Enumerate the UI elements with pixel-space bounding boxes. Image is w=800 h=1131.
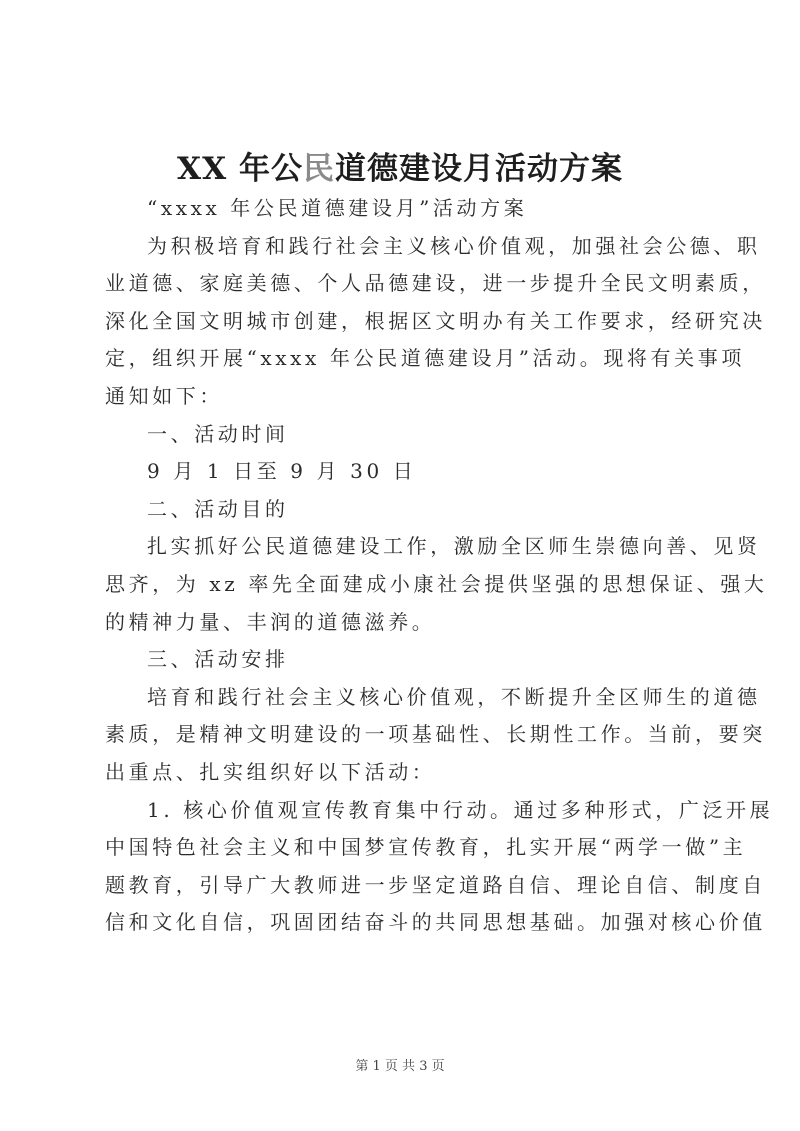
text-line: 题教育，引导广大教师进一步坚定道路自信、理论自信、制度自 [105,872,766,897]
text-line: 培育和践行社会主义核心价值观，不断提升全区师生的道德 [147,684,761,709]
text-line: 9 月 1 日至 9 月 30 日 [147,459,417,484]
page-footer: 第 1 页 共 3 页 [355,1059,445,1074]
document-title [0,143,800,188]
text-line: 思齐，为 xz 率先全面建成小康社会提供坚强的思想保证、强大 [105,571,768,596]
text-line: 扎实抓好公民道德建设工作，激励全区师生崇德向善、见贤 [147,534,761,559]
text-line: 为积极培育和践行社会主义核心价值观，加强社会公德、职 [147,233,761,258]
text-line: 的精神力量、丰润的道德滋养。 [105,609,436,634]
text-line: 三、活动安排 [147,647,289,672]
document-body [105,190,774,942]
text-line: 通知如下： [105,383,223,408]
text-line: 业道德、家庭美德、个人品德建设，进一步提升全民文明素质， [105,271,766,296]
text-line: “xxxx 年公民道德建设月”活动方案 [147,196,528,220]
title-part: 道德建设月活动方案 [334,151,623,187]
text-line: 深化全国文明城市创建，根据区文明办有关工作要求，经研究决 [105,308,766,333]
text-line: 二、活动目的 [147,496,289,521]
text-line: 出重点、扎实组织好以下活动： [105,759,436,784]
text-line: 1. 核心价值观宣传教育集中行动。通过多种形式，广泛开展 [147,797,774,822]
text-line: 素质，是精神文明建设的一项基础性、长期性工作。当前，要突 [105,722,766,747]
title-part: XX 年公 [177,151,303,187]
text-line: 定，组织开展“xxxx 年公民道德建设月”活动。现将有关事项 [105,346,745,371]
text-line: 一、活动时间 [147,421,289,446]
title-part-highlighted: 民 [302,151,335,187]
text-line: 中国特色社会主义和中国梦宣传教育，扎实开展“两学一做”主 [105,835,747,860]
text-line: 信和文化自信，巩固团结奋斗的共同思想基础。加强对核心价值 [105,910,766,935]
